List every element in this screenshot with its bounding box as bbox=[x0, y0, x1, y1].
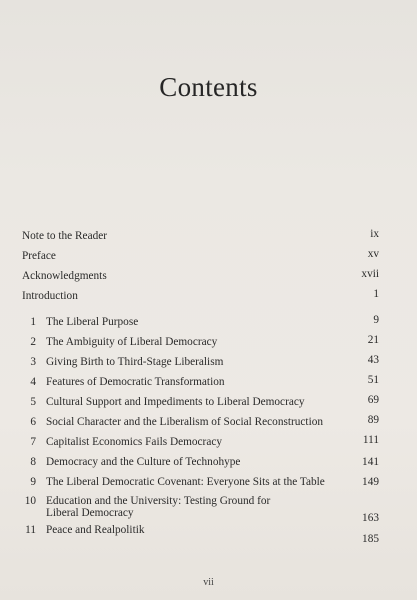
chapter-title-continued: Liberal Democracy bbox=[46, 507, 134, 519]
toc-entry-page: xvii bbox=[361, 268, 379, 280]
toc-entry-page: xv bbox=[367, 248, 379, 260]
page-title: Contents bbox=[159, 72, 258, 102]
page-number: vii bbox=[203, 577, 214, 588]
toc-entry-page: ix bbox=[370, 228, 379, 240]
chapter-number: 7 bbox=[30, 436, 36, 448]
toc-entry bbox=[22, 290, 78, 303]
chapter-number: 8 bbox=[30, 456, 36, 468]
toc-entry-label: Note to the Reader bbox=[22, 230, 108, 242]
chapter-page: 185 bbox=[362, 533, 379, 545]
chapter-number: 1 bbox=[30, 316, 36, 328]
chapter-title: Giving Birth to Third-Stage Liberalism bbox=[46, 356, 224, 368]
chapter-title: Democracy and the Culture of Technohype bbox=[46, 456, 241, 468]
toc-entry bbox=[22, 230, 107, 243]
chapter-page: 163 bbox=[362, 512, 379, 524]
chapter-title: The Liberal Purpose bbox=[46, 316, 139, 328]
chapter-page: 89 bbox=[367, 414, 379, 426]
chapter-page: 141 bbox=[362, 456, 379, 468]
chapter-title: Capitalist Economics Fails Democracy bbox=[46, 436, 223, 448]
toc-entry-label: Introduction bbox=[22, 290, 78, 302]
chapter-page: 111 bbox=[362, 434, 379, 446]
toc-entry-label: Acknowledgments bbox=[22, 270, 107, 282]
chapter-page: 43 bbox=[367, 354, 379, 366]
chapter-page: 69 bbox=[367, 394, 379, 406]
chapter-number: 9 bbox=[30, 476, 36, 488]
chapter-number: 6 bbox=[30, 416, 36, 428]
toc-entry bbox=[22, 250, 56, 263]
chapter-number: 3 bbox=[30, 356, 36, 368]
chapter-page: 149 bbox=[362, 476, 379, 488]
toc-entry-page: 1 bbox=[373, 288, 379, 300]
toc-entry-label: Preface bbox=[22, 250, 56, 262]
chapter-title: Features of Democratic Transformation bbox=[46, 376, 225, 388]
chapter-page: 51 bbox=[367, 374, 379, 386]
chapter-page: 21 bbox=[367, 334, 379, 346]
chapter-number: 2 bbox=[30, 336, 36, 348]
chapter-title: The Liberal Democratic Covenant: Everyone Sits at the Table bbox=[46, 476, 325, 488]
chapter-title: Peace and Realpolitik bbox=[46, 524, 145, 536]
chapter-number: 4 bbox=[30, 376, 36, 388]
chapter-number: 5 bbox=[30, 396, 36, 408]
chapter-page: 9 bbox=[373, 314, 379, 326]
toc-entry bbox=[22, 270, 107, 283]
chapter-title: The Ambiguity of Liberal Democracy bbox=[46, 336, 218, 348]
chapter-title: Education and the University: Testing Ground for bbox=[46, 495, 271, 507]
chapter-title: Social Character and the Liberalism of Social Reconstruction bbox=[46, 416, 323, 428]
chapter-number: 10 bbox=[24, 495, 36, 507]
chapter-title: Cultural Support and Impediments to Liberal Democracy bbox=[46, 396, 305, 408]
chapter-number: 11 bbox=[25, 524, 36, 536]
